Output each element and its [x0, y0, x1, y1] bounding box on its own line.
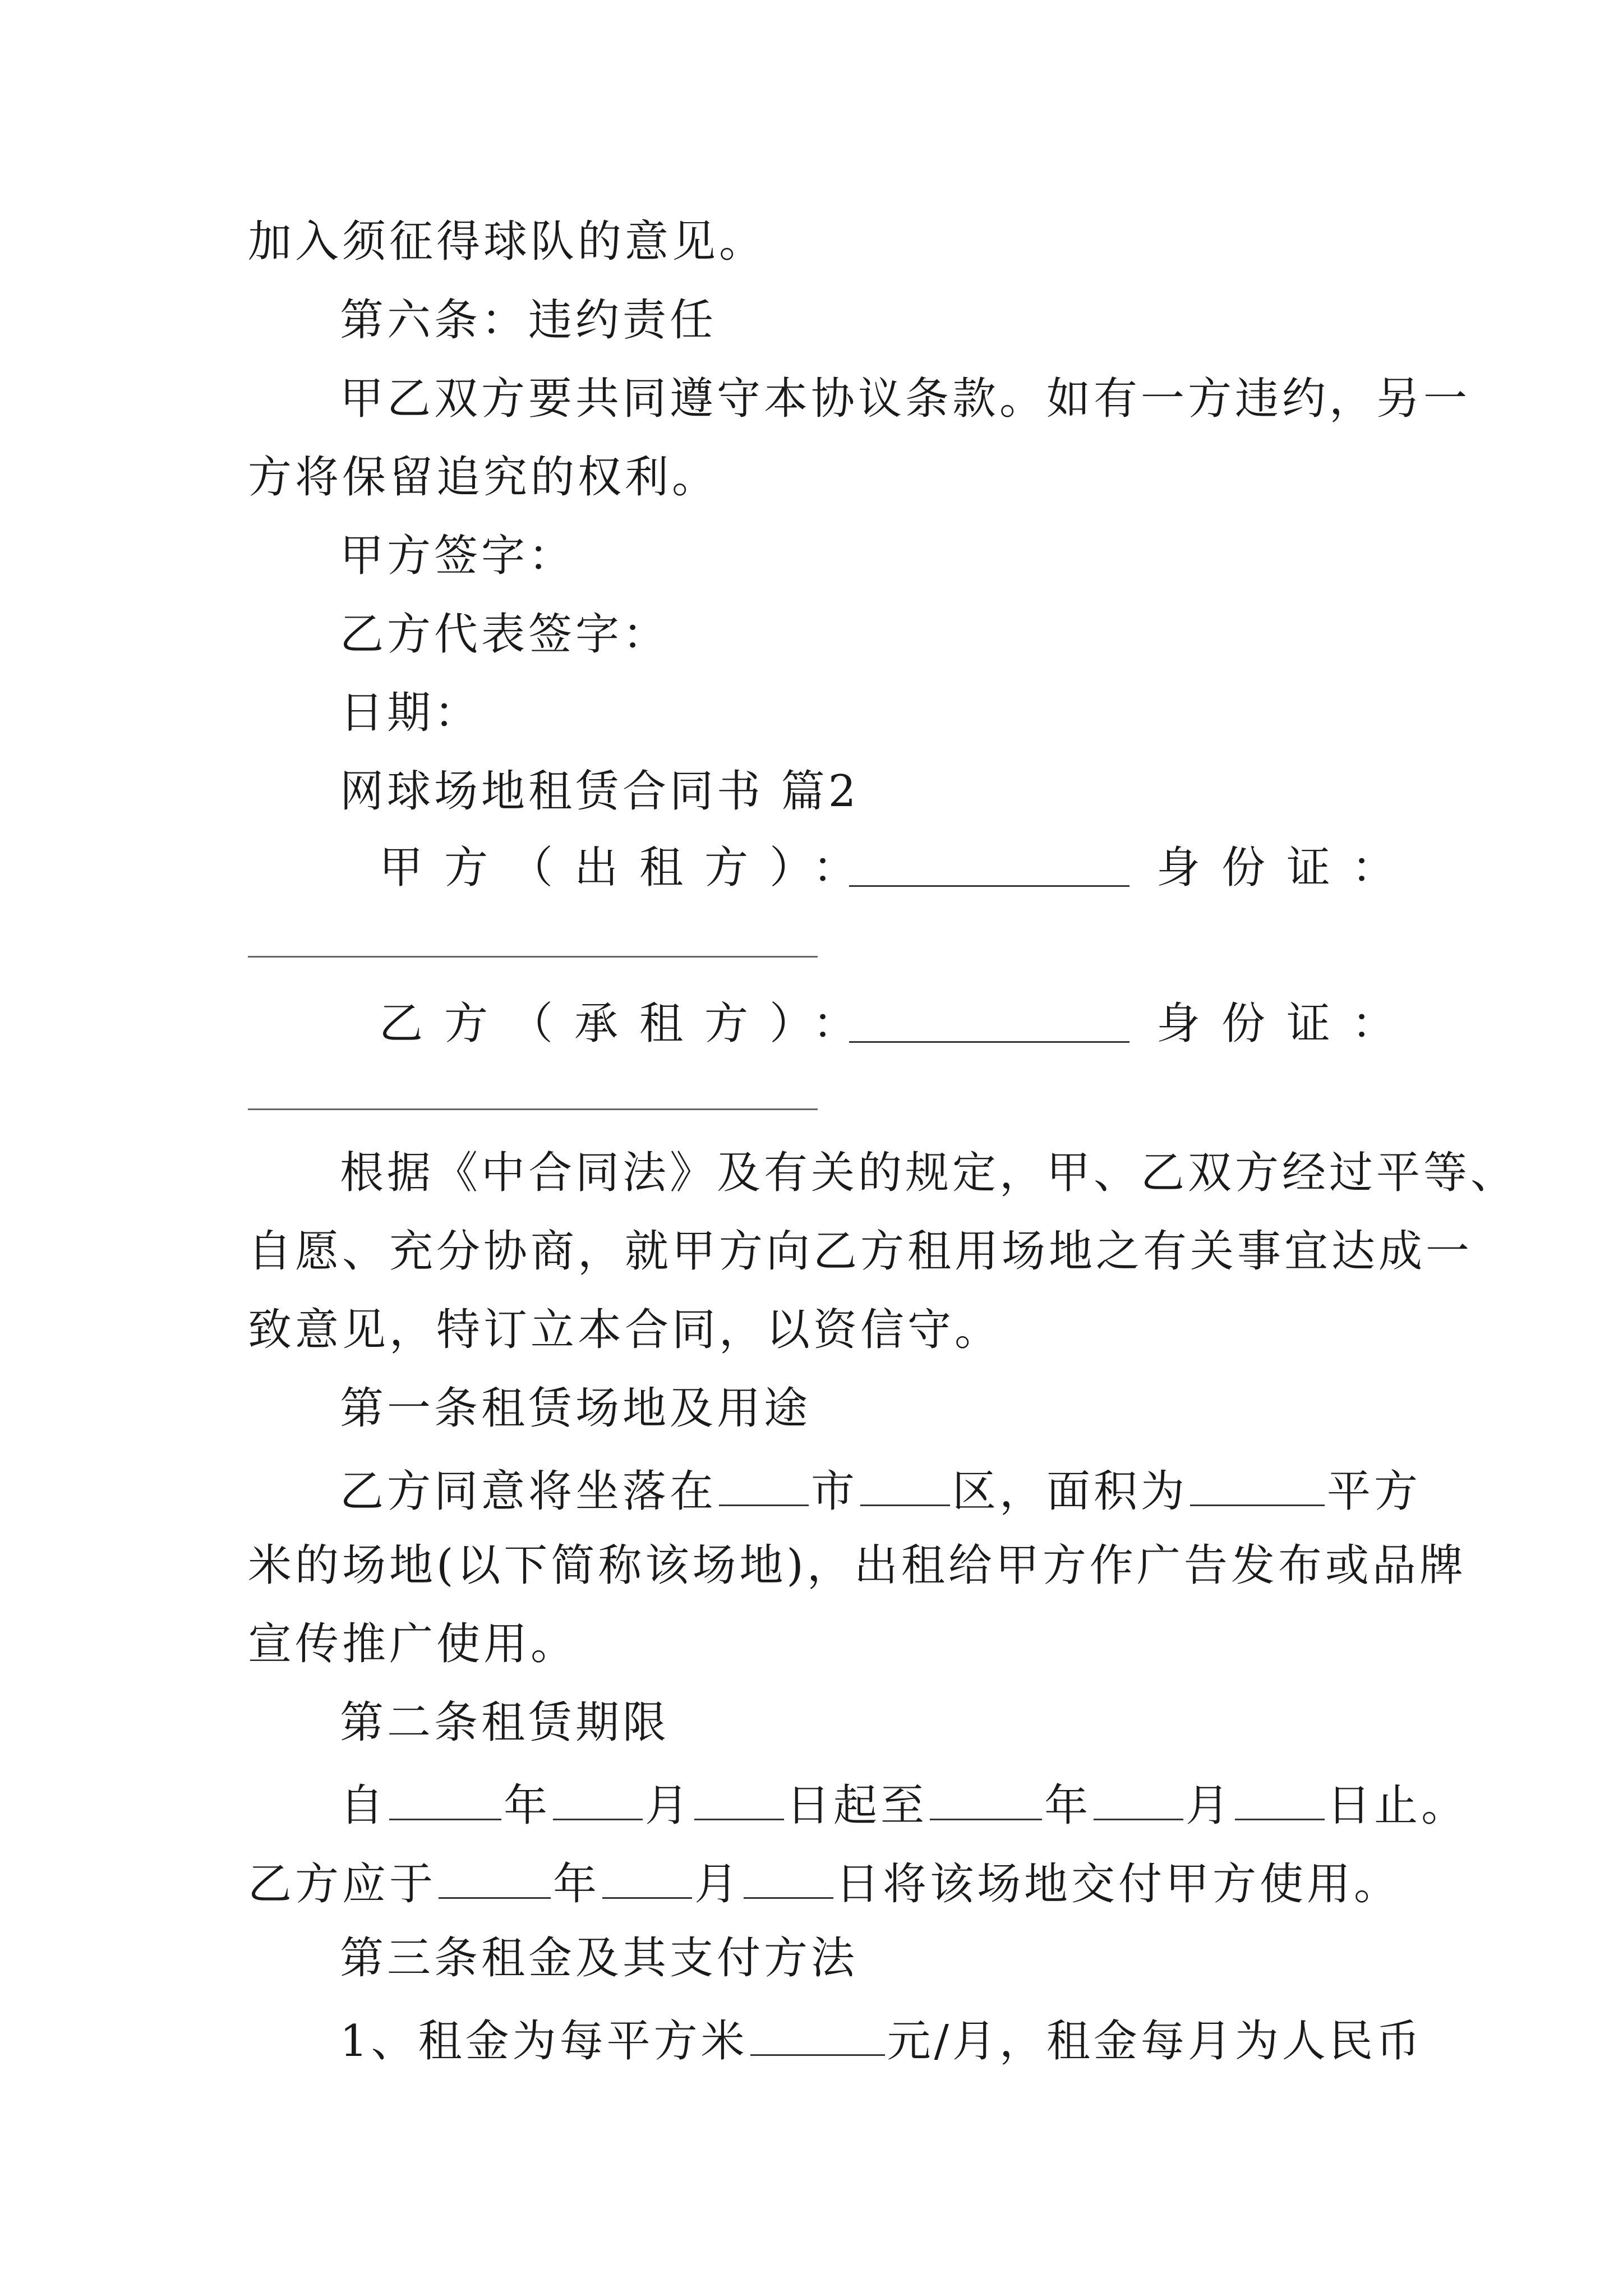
party-a-signature-label: 甲方签字：	[340, 531, 576, 581]
article-2-heading: 第二条租赁期限	[340, 1697, 670, 1748]
text-segment: 月	[645, 1780, 693, 1831]
blank-field	[389, 1779, 501, 1820]
text-segment: 元/月，租金每月为人民币	[887, 2016, 1423, 2067]
paragraph-line: 甲乙双方要共同遵守本协议条款。如有一方违约，另一	[340, 374, 1471, 424]
paragraph-line: 致意见，特订立本合同，以资信守。	[248, 1305, 1002, 1355]
party-a-label: 甲方（出租方）：	[379, 843, 878, 893]
section-title: 网球场地租赁合同书 篇2	[340, 766, 860, 817]
text-segment: 1、租金为每平方米	[340, 2016, 748, 2067]
text-segment: 日起至	[786, 1780, 928, 1831]
paragraph-line	[340, 1779, 1469, 1831]
party-a-id-label: 身份证：	[1156, 843, 1417, 893]
text-segment: 月	[1186, 1780, 1233, 1831]
party-b-signature-label: 乙方代表签字：	[340, 609, 670, 660]
paragraph-line: 方将保留追究的权利。	[248, 452, 720, 503]
paragraph-line: 米的场地(以下简称该场地)，出租给甲方作广告发布或品牌	[248, 1540, 1467, 1591]
blank-field	[1094, 1779, 1183, 1820]
text-segment: 年	[553, 1859, 601, 1910]
text-segment: 区，面积为	[952, 1466, 1188, 1517]
blank-field	[439, 1858, 551, 1899]
blank-field	[750, 2015, 885, 2056]
blank-field	[930, 1779, 1042, 1820]
paragraph-line	[248, 1858, 1401, 1910]
paragraph-line: 宣传推广使用。	[248, 1619, 578, 1669]
text-segment: 自	[340, 1780, 388, 1831]
blank-field	[719, 1465, 809, 1506]
blank-field	[553, 1779, 643, 1820]
blank-field	[1190, 1465, 1325, 1506]
text-segment: 日将该场地交付甲方使用。	[836, 1859, 1401, 1910]
party-b-label: 乙方（承租方）：	[379, 999, 878, 1049]
party-b-id-field	[248, 1108, 818, 1110]
blank-field	[694, 1779, 784, 1820]
paragraph-line: 根据《中合同法》及有关的规定，甲、乙双方经过平等、	[340, 1148, 1518, 1198]
blank-field	[744, 1858, 833, 1899]
text-segment: 平方	[1327, 1466, 1422, 1517]
blank-field	[860, 1465, 950, 1506]
party-a-name-field	[847, 846, 1127, 894]
text-segment: 乙方同意将坐落在	[340, 1466, 717, 1517]
party-b-id-label: 身份证：	[1156, 999, 1417, 1049]
article-6-heading: 第六条：违约责任	[340, 295, 717, 346]
blank-field	[602, 1858, 692, 1899]
party-b-name-field	[847, 1002, 1127, 1050]
text-segment: 日止。	[1327, 1780, 1469, 1831]
date-label: 日期：	[340, 688, 482, 738]
paragraph-line: 加入须征得球队的意见。	[248, 217, 767, 267]
paragraph-line	[340, 2015, 1423, 2067]
text-segment: 乙方应于	[248, 1859, 437, 1910]
paragraph-line	[340, 1465, 1422, 1517]
text-segment: 市	[811, 1466, 859, 1517]
blank-field	[1235, 1779, 1325, 1820]
text-segment: 年	[1044, 1780, 1092, 1831]
party-a-id-field	[248, 956, 818, 958]
article-3-heading: 第三条租金及其支付方法	[340, 1933, 859, 1984]
text-segment: 年	[504, 1780, 551, 1831]
article-1-heading: 第一条租赁场地及用途	[340, 1383, 811, 1434]
paragraph-line: 自愿、充分协商，就甲方向乙方租用场地之有关事宜达成一	[248, 1226, 1473, 1277]
text-segment: 月	[694, 1859, 742, 1910]
